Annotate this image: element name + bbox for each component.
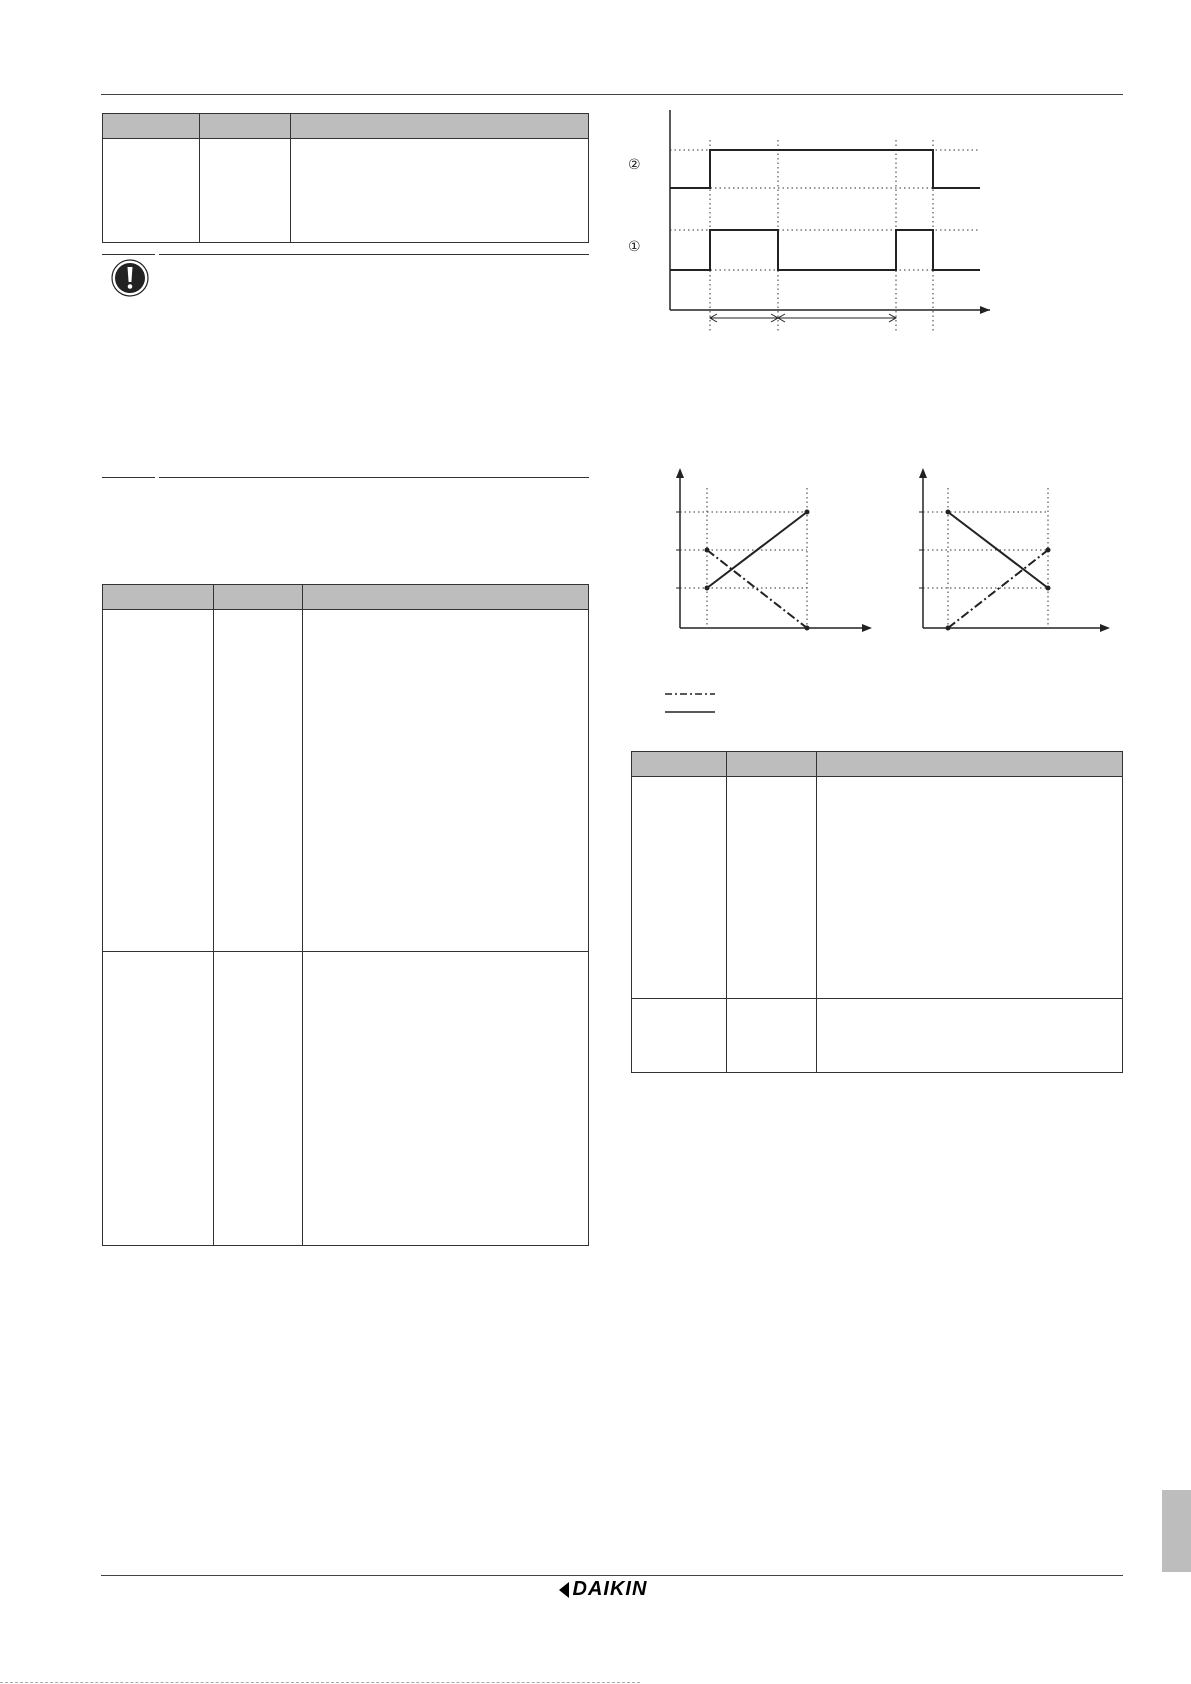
x-axis-arrow	[980, 306, 990, 314]
settings-table-2	[102, 584, 589, 1246]
header-cell	[103, 585, 214, 610]
notice-top-rule	[102, 254, 589, 255]
table-header-row	[103, 114, 589, 139]
cross-chart-left	[660, 468, 880, 640]
table-cell	[632, 999, 727, 1073]
header-cell	[200, 114, 291, 139]
notice-rule-gap	[155, 477, 159, 478]
table-cell	[632, 777, 727, 999]
table-row	[632, 777, 1123, 999]
header-cell	[103, 114, 200, 139]
table-cell	[303, 610, 589, 952]
header-cell	[291, 114, 589, 139]
table-cell	[727, 777, 817, 999]
table-row	[632, 999, 1123, 1073]
signal-1-marker: ①	[628, 239, 641, 255]
notice-bottom-rule	[102, 477, 589, 478]
table-cell	[214, 610, 303, 952]
timing-diagram	[620, 105, 1000, 345]
table-row	[103, 139, 589, 243]
header-rule	[101, 94, 1123, 95]
signal-2-line	[670, 150, 980, 188]
table-cell	[103, 610, 214, 952]
table-cell	[103, 139, 200, 243]
table-header-row	[632, 752, 1123, 777]
header-cell	[632, 752, 727, 777]
header-cell	[303, 585, 589, 610]
table-header-row	[103, 585, 589, 610]
table-cell	[214, 952, 303, 1246]
signal-1-line	[670, 230, 980, 270]
side-thumb-tab	[1162, 1490, 1191, 1572]
table-cell	[103, 952, 214, 1246]
signal-2-marker: ②	[628, 157, 641, 173]
table-cell	[727, 999, 817, 1073]
table-row	[103, 952, 589, 1246]
daikin-logo: DAIKIN	[565, 1578, 655, 1601]
chart-legend	[660, 688, 720, 718]
page-edge-strip	[0, 1682, 640, 1683]
table-cell	[291, 139, 589, 243]
table-cell	[200, 139, 291, 243]
table-cell	[817, 777, 1123, 999]
series-solid-line	[948, 512, 1048, 588]
settings-table-1	[102, 113, 589, 243]
footer-rule	[101, 1575, 1123, 1576]
table-cell	[817, 999, 1123, 1073]
exclamation-circle-icon	[110, 258, 150, 298]
notice-rule-gap	[155, 254, 159, 255]
header-cell	[817, 752, 1123, 777]
cross-chart-right	[903, 468, 1123, 640]
series-dashdot-line	[948, 550, 1048, 628]
settings-table-3	[631, 751, 1123, 1073]
table-cell	[303, 952, 589, 1246]
header-cell	[727, 752, 817, 777]
header-cell	[214, 585, 303, 610]
table-row	[103, 610, 589, 952]
series-dashdot-line	[707, 550, 807, 628]
